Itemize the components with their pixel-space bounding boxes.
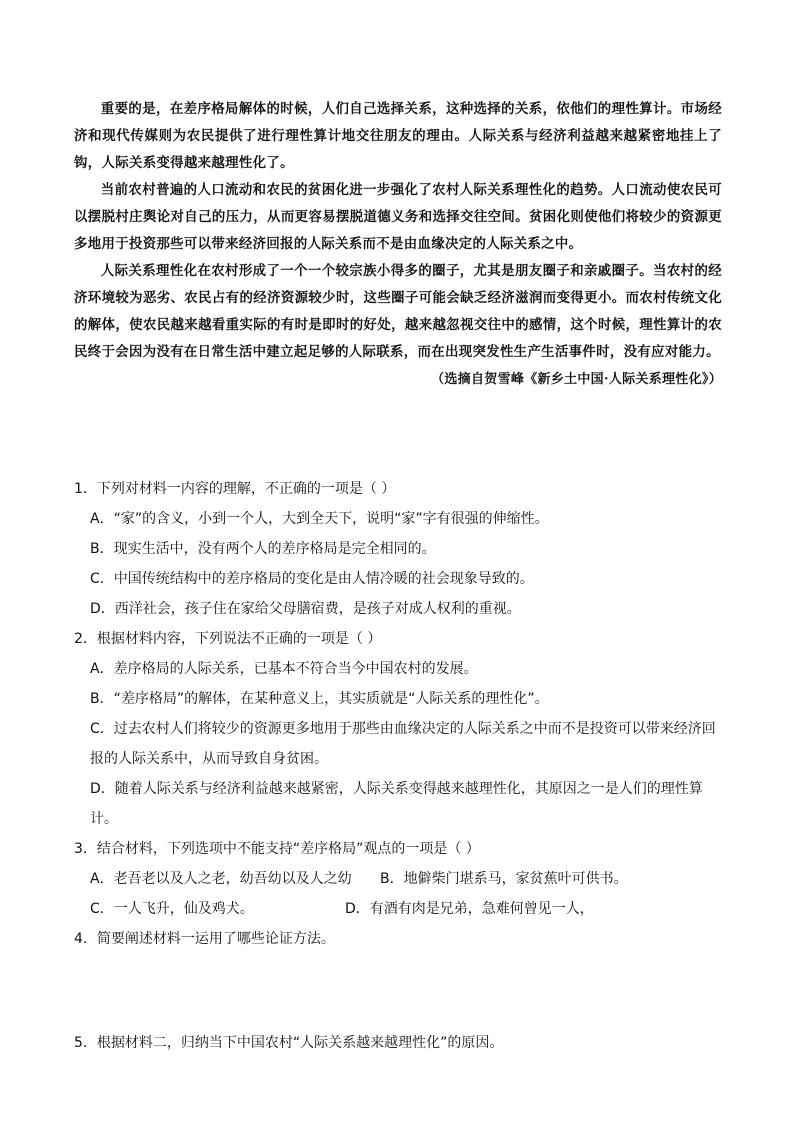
question-2 (74, 624, 730, 834)
question-stem: 3．结合材料，下列选项中不能支持“差序格局”观点的一项是（ ） (74, 841, 480, 857)
question-4 (74, 924, 730, 1028)
option-c: C．中国传统结构中的差序格局的变化是由人情冷暖的社会现象导致的。 (90, 571, 534, 587)
reading-passage (74, 96, 722, 393)
option-a: A．老吾老以及人之老，幼吾幼以及人之幼 (90, 871, 352, 887)
option-b: B．现实生活中，没有两个人的差序格局是完全相同的。 (90, 541, 436, 557)
question-stem: 1．下列对材料一内容的理解，不正确的一项是（ ） (74, 481, 396, 497)
passage-source: （选摘自贺雪峰《新乡土中国·人际关系理性化》） (431, 372, 722, 387)
question-stem: 4．简要阐述材料一运用了哪些论证方法。 (74, 931, 335, 947)
option-c: C．过去农村人们将较少的资源更多地用于那些由血缘决定的人际关系之中而不是投资可以带来经济回 (90, 721, 716, 737)
question-1 (74, 474, 730, 624)
question-stem: 2．根据材料内容，下列说法不正确的一项是（ ） (74, 631, 382, 647)
option-row (74, 864, 730, 894)
passage-paragraph: 当前农村普遍的人口流动和农民的贫困化进一步强化了农村人际关系理性化的趋势。人口流动使农民可以摆脱村庄舆论对自己的压力，从而更容易摆脱道德义务和选择交往空间。贫困化则使他们将较少的资源更多地用于投资那些可以带来经济回报的人际关系而不是由血缘决定的人际关系之中。 (74, 182, 722, 252)
option-d: D．西洋社会，孩子住在家给父母膳宿费，是孩子对成人权利的重视。 (90, 601, 521, 617)
option-a: A．“家”的含义，小到一个人，大到全天下，说明“家”字有很强的伸缩性。 (90, 511, 549, 527)
question-stem: 5．根据材料二，归纳当下中国农村“人际关系越来越理性化”的原因。 (74, 1035, 504, 1051)
question-list (74, 474, 730, 1058)
option-row (74, 894, 730, 924)
answer-space (74, 954, 730, 1028)
passage-paragraph: 人际关系理性化在农村形成了一个一个较宗族小得多的圈子，尤其是朋友圈子和亲戚圈子。当农村的经济环境较为恶劣、农民占有的经济资源较少时，这些圈子可能会缺乏经济滋润而变得更小。而农村传统文化的解体，使农民越来越看重实际的有时是即时的好处，越来越忽视交往中的感情，这个时候，理性算计的农民终于会因为没有在日常生活中建立起足够的人际联系，而在出现突发性生产生活事件时，没有应对能力。 (74, 263, 722, 360)
option-a: A．差序格局的人际关系，已基本不符合当今中国农村的发展。 (90, 661, 478, 677)
option-b: B．地僻柴门堪系马，家贫蕉叶可供书。 (380, 871, 628, 887)
option-b: B．“差序格局”的解体，在某种意义上，其实质就是“人际关系的理性化”。 (90, 691, 549, 707)
question-3 (74, 834, 730, 924)
option-c: C．一人飞升，仙及鸡犬。 (90, 901, 254, 917)
passage-paragraph: 重要的是，在差序格局解体的时候，人们自己选择关系，这种选择的关系，依他们的理性算计。市场经济和现代传媒则为农民提供了进行理性算计地交往朋友的理由。人际关系与经济利益越来越紧密地挂上了钩，人际关系变得越来越理性化了。 (74, 101, 722, 171)
option-d: D．有酒有肉是兄弟，急难何曾见一人， (345, 901, 594, 917)
question-5 (74, 1028, 730, 1058)
option-c-continued: 报的人际关系中，从而导致自身贫困。 (90, 751, 328, 767)
option-d: D．随着人际关系与经济利益越来越紧密，人际关系变得越来越理性化，其原因之一是人们的理性算计。 (90, 781, 703, 827)
